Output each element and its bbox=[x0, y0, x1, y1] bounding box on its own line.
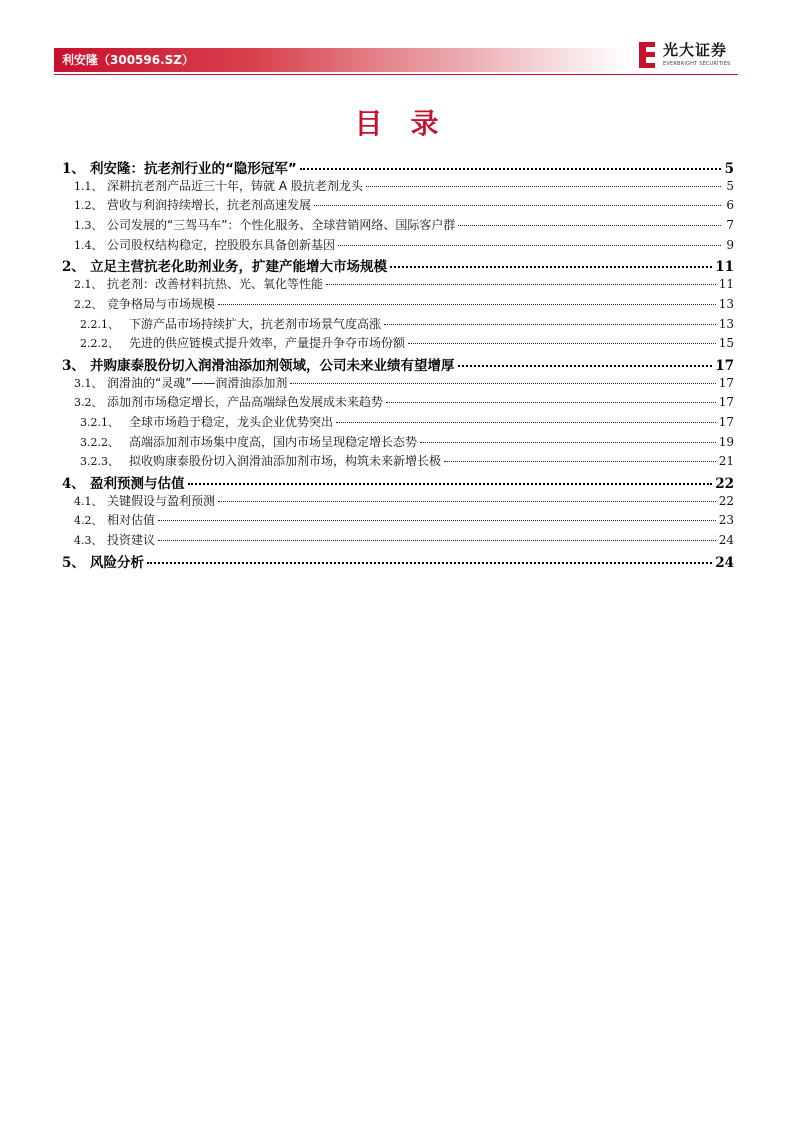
toc-entry-title: 拟收购康泰股份切入润滑油添加剂市场，构筑未来新增长极 bbox=[129, 454, 442, 469]
toc-entry-page: 17 bbox=[718, 414, 734, 429]
toc-entry[interactable] bbox=[62, 354, 734, 374]
toc-entry-page: 9 bbox=[726, 237, 734, 252]
toc-entry-title: 竞争格局与市场规模 bbox=[107, 296, 216, 311]
toc-entry-page: 19 bbox=[718, 434, 734, 449]
toc-entry-number: 3.2.3、 bbox=[80, 455, 119, 469]
dot-leader bbox=[218, 304, 716, 305]
toc-entry-title: 立足主营抗老化助剂业务，扩建产能增大市场规模 bbox=[90, 259, 387, 276]
dot-leader bbox=[326, 284, 716, 285]
toc-entry-page: 5 bbox=[724, 161, 734, 177]
toc-entry-page: 21 bbox=[718, 454, 734, 469]
toc-entry-number: 2.1、 bbox=[74, 278, 103, 292]
toc-entry[interactable] bbox=[62, 216, 734, 236]
report-title: 利安隆（300596.SZ） bbox=[62, 53, 195, 67]
toc-entry[interactable] bbox=[62, 255, 734, 275]
toc-entry-title: 公司股权结构稳定，控股股东具备创新基因 bbox=[107, 237, 336, 252]
toc-entry[interactable] bbox=[62, 177, 734, 197]
toc-entry[interactable] bbox=[62, 295, 734, 315]
toc-entry-title: 并购康泰股份切入润滑油添加剂领域，公司未来业绩有望增厚 bbox=[90, 357, 455, 374]
dot-leader bbox=[386, 402, 716, 403]
dot-leader bbox=[218, 501, 716, 502]
toc-entry[interactable] bbox=[62, 236, 734, 256]
toc-entry-page: 11 bbox=[718, 277, 734, 292]
toc-entry-number: 4.2、 bbox=[74, 514, 103, 528]
toc-entry-title: 关键假设与盈利预测 bbox=[107, 493, 216, 508]
toc-entry-title: 相对估值 bbox=[107, 513, 156, 528]
dot-leader bbox=[458, 225, 721, 226]
toc-entry-title: 深耕抗老剂产品近三十年，铸就 A 股抗老剂龙头 bbox=[107, 178, 363, 193]
toc-entry-number: 3.2.1、 bbox=[80, 415, 119, 429]
toc-entry-page: 15 bbox=[718, 336, 734, 351]
toc-entry-page: 13 bbox=[718, 296, 734, 311]
toc-entry[interactable] bbox=[62, 275, 734, 295]
toc-entry[interactable] bbox=[62, 315, 734, 335]
toc-entry[interactable] bbox=[62, 551, 734, 571]
toc-entry-title: 高端添加剂市场集中度高，国内市场呈现稳定增长态势 bbox=[129, 434, 418, 449]
dot-leader bbox=[444, 461, 716, 462]
dot-leader bbox=[300, 168, 721, 170]
toc-entry-page: 22 bbox=[718, 493, 734, 508]
dot-leader bbox=[158, 520, 716, 521]
logo-chinese-name: 光大证券 bbox=[663, 41, 728, 59]
toc-entry[interactable] bbox=[62, 157, 734, 177]
toc-entry-number: 2.2.2、 bbox=[80, 337, 119, 351]
toc-entry-number: 1、 bbox=[62, 161, 85, 177]
toc-entry[interactable] bbox=[62, 511, 734, 531]
toc-entry-number: 1.4、 bbox=[74, 238, 103, 252]
dot-leader bbox=[420, 442, 716, 443]
toc-entry-title: 下游产品市场持续扩大，抗老剂市场景气度高涨 bbox=[129, 316, 382, 331]
toc-entry-page: 6 bbox=[726, 198, 734, 213]
toc-entry-title: 投资建议 bbox=[107, 533, 156, 548]
dot-leader bbox=[147, 562, 712, 564]
dot-leader bbox=[188, 483, 713, 485]
toc-entry[interactable] bbox=[62, 393, 734, 413]
toc-entry[interactable] bbox=[62, 472, 734, 492]
dot-leader bbox=[384, 324, 716, 325]
toc-entry[interactable] bbox=[62, 413, 734, 433]
dot-leader bbox=[390, 266, 712, 268]
dot-leader bbox=[458, 365, 713, 367]
toc-entry-title: 公司发展的“三驾马车”：个性化服务、全球营销网络、国际客户群 bbox=[107, 218, 456, 233]
toc-entry-number: 2、 bbox=[62, 259, 85, 276]
toc-entry[interactable] bbox=[62, 492, 734, 512]
toc-entry-page: 5 bbox=[726, 178, 734, 193]
toc-entry-page: 13 bbox=[718, 316, 734, 331]
toc-heading: 目录 bbox=[354, 107, 467, 140]
toc-entry-page: 17 bbox=[718, 395, 734, 410]
toc-entry-number: 4.3、 bbox=[74, 534, 103, 548]
toc-entry-title: 抗老剂：改善材料抗热、光、氧化等性能 bbox=[107, 277, 324, 292]
toc-entry[interactable] bbox=[62, 531, 734, 551]
toc-entry-page: 24 bbox=[718, 533, 734, 548]
toc-entry-number: 3.2、 bbox=[74, 396, 103, 410]
toc-entry-number: 4.1、 bbox=[74, 494, 103, 508]
toc-entry-title: 风险分析 bbox=[90, 554, 144, 571]
toc-entry-title: 先进的供应链模式提升效率，产量提升争夺市场份额 bbox=[129, 336, 406, 351]
logo-english-name: EVERBRIGHT SECURITIES bbox=[663, 61, 731, 67]
toc-entry-number: 2.2、 bbox=[74, 297, 103, 311]
dot-leader bbox=[290, 383, 715, 384]
toc-entry-title: 营收与利润持续增长，抗老剂高速发展 bbox=[107, 198, 312, 213]
dot-leader bbox=[366, 186, 721, 187]
toc-entry[interactable] bbox=[62, 334, 734, 354]
dot-leader bbox=[408, 343, 716, 344]
toc-entry-page: 7 bbox=[726, 218, 734, 233]
toc-entry-number: 3.2.2、 bbox=[80, 435, 119, 449]
toc-entry[interactable] bbox=[62, 196, 734, 216]
toc-entry-number: 3、 bbox=[62, 357, 85, 374]
toc-entry[interactable] bbox=[62, 452, 734, 472]
toc-entry-page: 11 bbox=[715, 259, 734, 276]
toc-entry-page: 22 bbox=[715, 476, 734, 492]
toc-entry-number: 5、 bbox=[62, 554, 85, 571]
toc-entry-title: 添加剂市场稳定增长，产品高端绿色发展成未来趋势 bbox=[107, 395, 384, 410]
toc-entry[interactable] bbox=[62, 374, 734, 394]
everbright-logo bbox=[636, 40, 738, 72]
toc-entry-number: 1.1、 bbox=[74, 179, 103, 193]
toc-entry-page: 24 bbox=[715, 554, 734, 571]
header-divider bbox=[54, 74, 738, 75]
toc-entry-title: 利安隆：抗老剂行业的“隐形冠军” bbox=[90, 161, 297, 177]
everbright-logo-icon bbox=[636, 40, 658, 70]
toc-entry-number: 3.1、 bbox=[74, 376, 103, 390]
toc-entry-number: 1.2、 bbox=[74, 199, 103, 213]
toc-entry-page: 17 bbox=[715, 357, 734, 374]
toc-entry[interactable] bbox=[62, 433, 734, 453]
toc-entry-number: 2.2.1、 bbox=[80, 317, 119, 331]
toc-entry-title: 全球市场趋于稳定，龙头企业优势突出 bbox=[129, 414, 334, 429]
dot-leader bbox=[338, 245, 721, 246]
toc-entry-page: 17 bbox=[718, 375, 734, 390]
toc-entry-page: 23 bbox=[718, 513, 734, 528]
dot-leader bbox=[158, 540, 716, 541]
table-of-contents bbox=[62, 157, 734, 570]
dot-leader bbox=[336, 422, 716, 423]
toc-entry-title: 盈利预测与估值 bbox=[90, 476, 185, 492]
dot-leader bbox=[314, 205, 721, 206]
toc-entry-title: 润滑油的“灵魂”——润滑油添加剂 bbox=[107, 375, 288, 390]
toc-entry-number: 1.3、 bbox=[74, 219, 103, 233]
toc-entry-number: 4、 bbox=[62, 476, 85, 492]
